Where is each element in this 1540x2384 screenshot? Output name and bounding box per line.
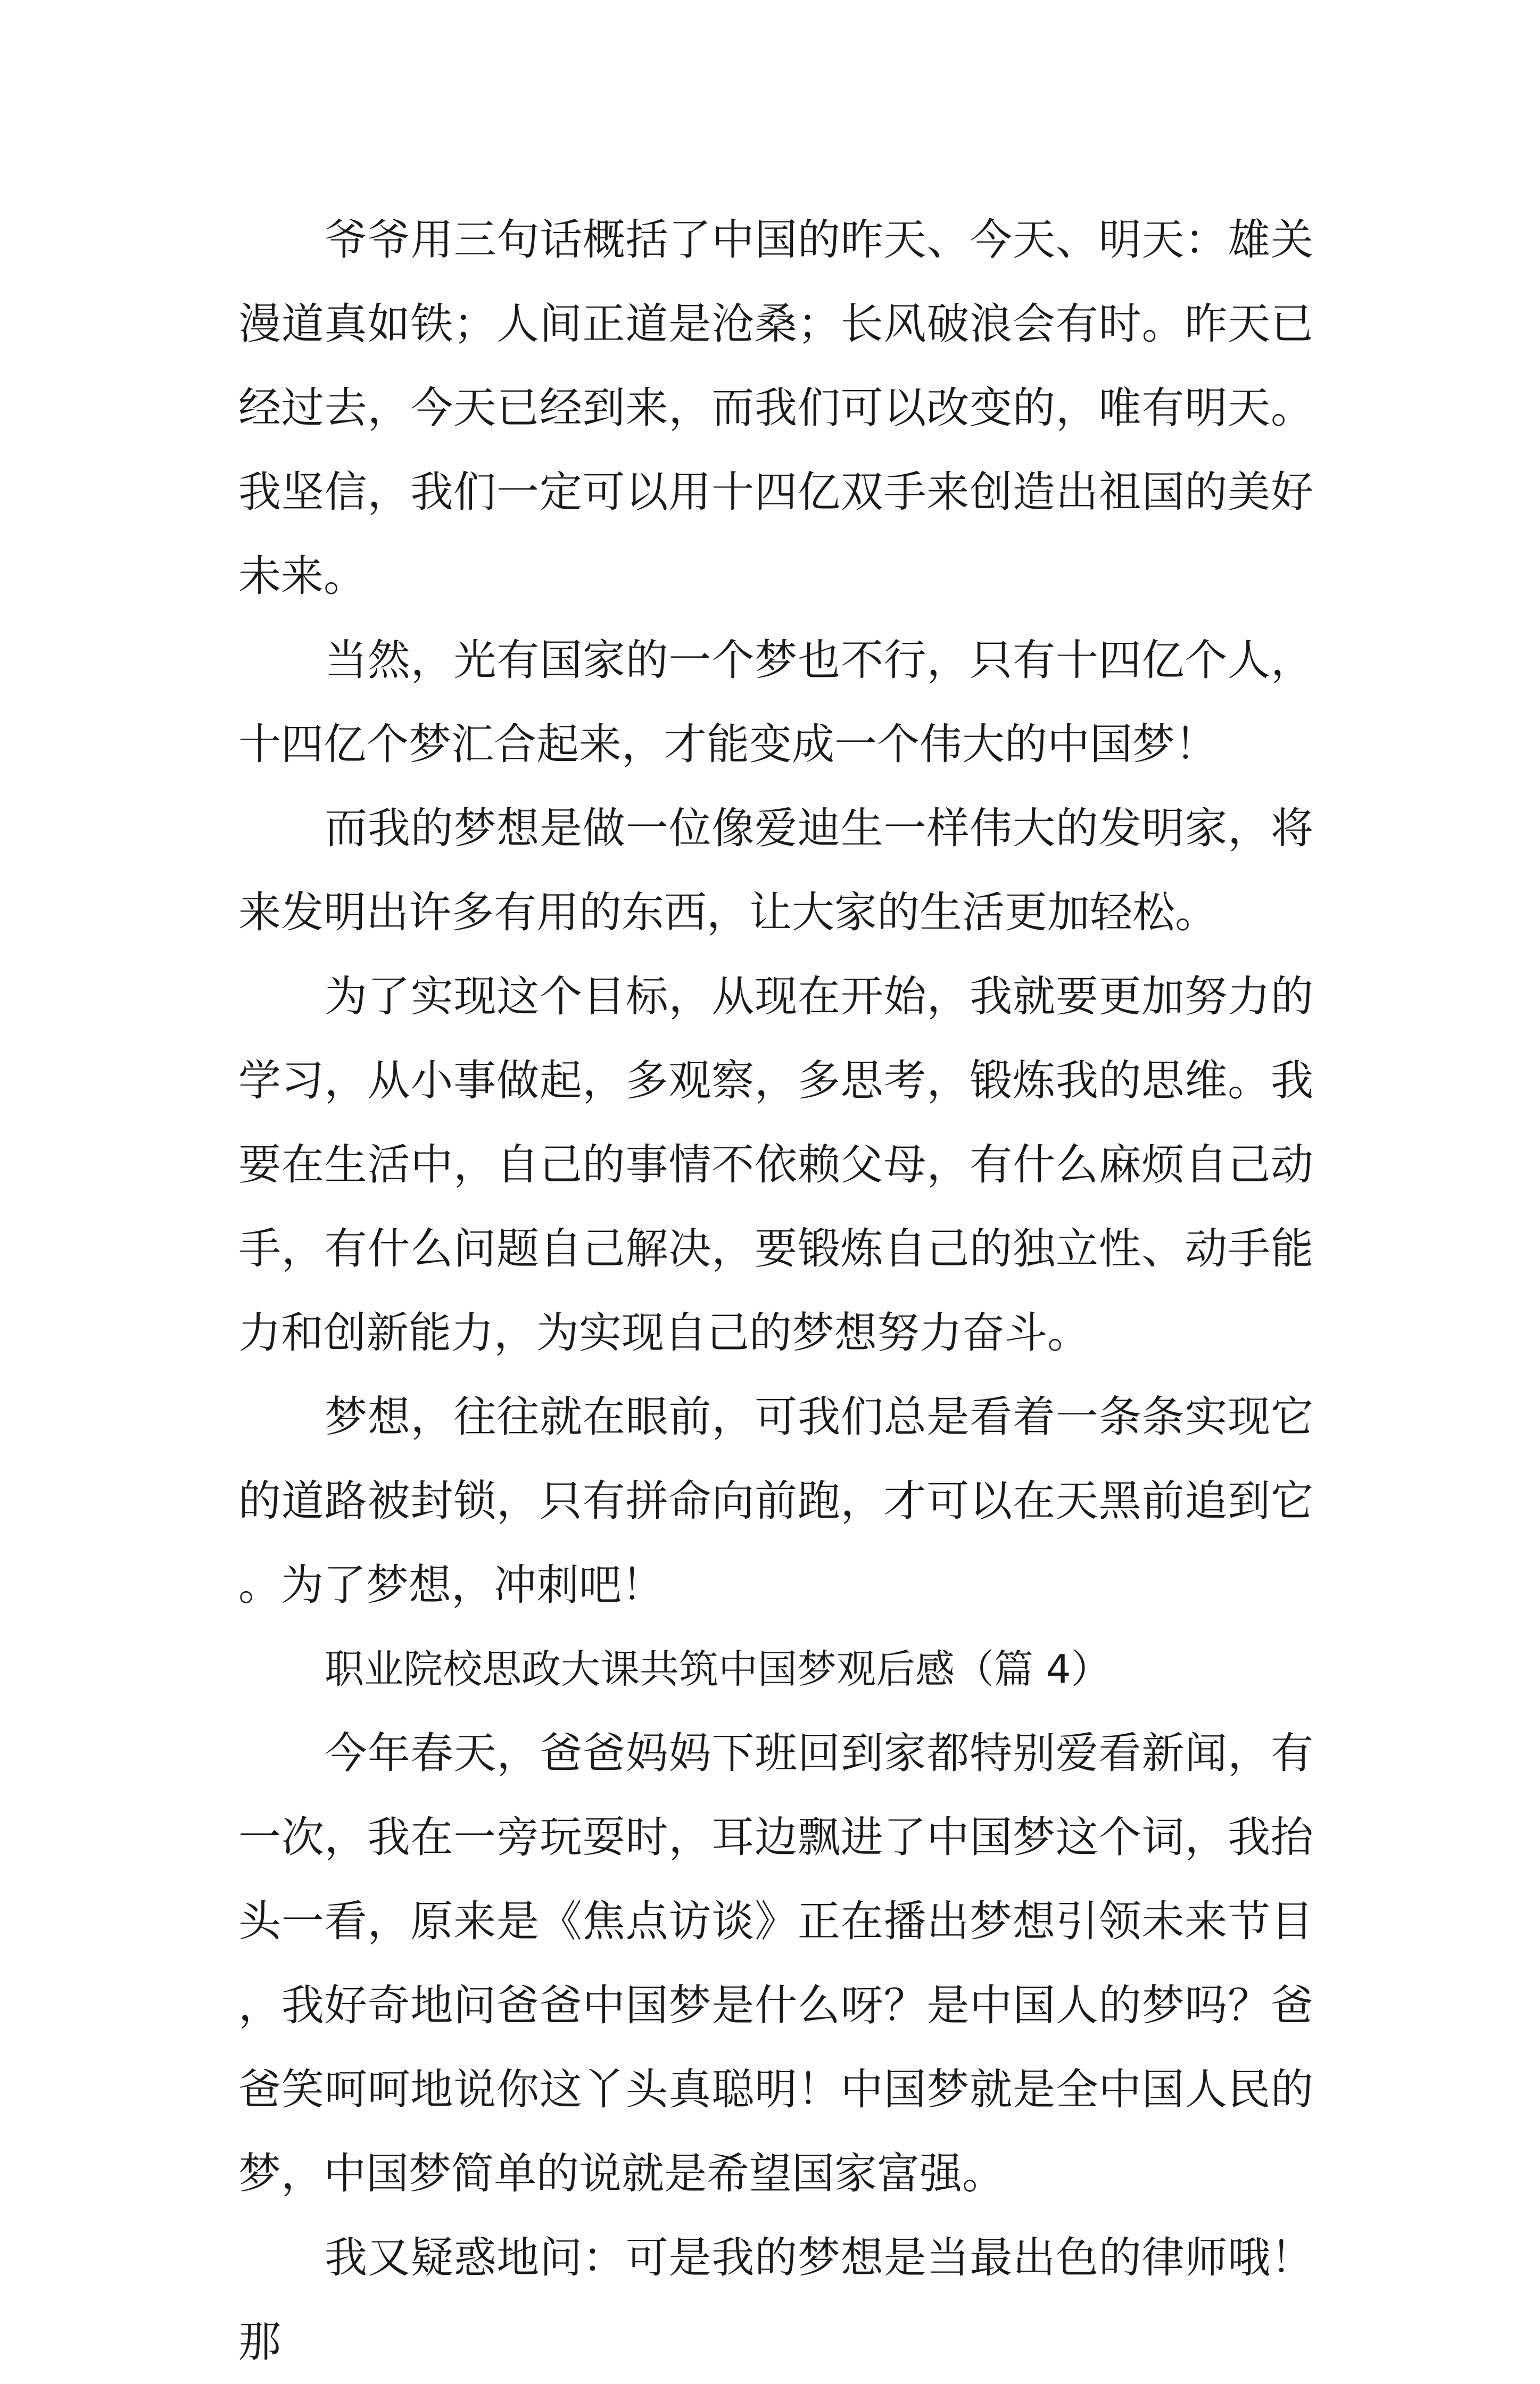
paragraph-fourteen-hundred-million-dreams: 当然，光有国家的一个梦也不行，只有十四亿个人，十四亿个梦汇合起来，才能变成一个伟大的中国梦！ [238,635,1313,769]
paragraph-grandpa-three-sentences: 爷爷用三句话概括了中国的昨天、今天、明天：雄关漫道真如铁；人间正道是沧桑；长风破浪会有时。昨天已经过去，今天已经到来，而我们可以改变的，唯有明天。我坚信，我们一定可以用十四亿双手来创造出祖国的美好未来。 [238,215,1313,601]
paragraph-study-hard: 为了实现这个目标，从现在开始，我就要更加努力的学习，从小事做起，多观察，多思考，锻炼我的思维。我要在生活中，自己的事情不依赖父母，有什么麻烦自己动手，有什么问题自己解决，要锻炼自己的独立性、动手能力和创新能力，为实现自己的梦想努力奋斗。 [238,972,1313,1357]
section-heading: 职业院校思政大课共筑中国梦观后感（篇 4） [325,1646,1111,1692]
paragraph-lawyer-dream: 我又疑惑地问：可是我的梦想是当最出色的律师哦！那 [238,2233,1313,2366]
paragraph-spring-news: 今年春天，爸爸妈妈下班回到家都特别爱看新闻，有一次，我在一旁玩耍时，耳边飘进了中国梦这个词，我抬头一看，原来是《焦点访谈》正在播出梦想引领未来节目，我好奇地问爸爸中国梦是什么呀？是中国人的梦吗？爸爸笑呵呵地说你这丫头真聪明！中国梦就是全中国人民的梦，中国梦简单的说就是希望国家富强。 [238,1728,1313,2198]
paragraph-inventor-dream: 而我的梦想是做一位像爱迪生一样伟大的发明家，将来发明出许多有用的东西，让大家的生活更加轻松。 [238,804,1313,937]
paragraph-chase-dream: 梦想，往往就在眼前，可我们总是看着一条条实现它的道路被封锁，只有拼命向前跑，才可以在天黑前追到它。为了梦想，冲刺吧！ [238,1392,1313,1610]
text-column [238,198,1313,2384]
